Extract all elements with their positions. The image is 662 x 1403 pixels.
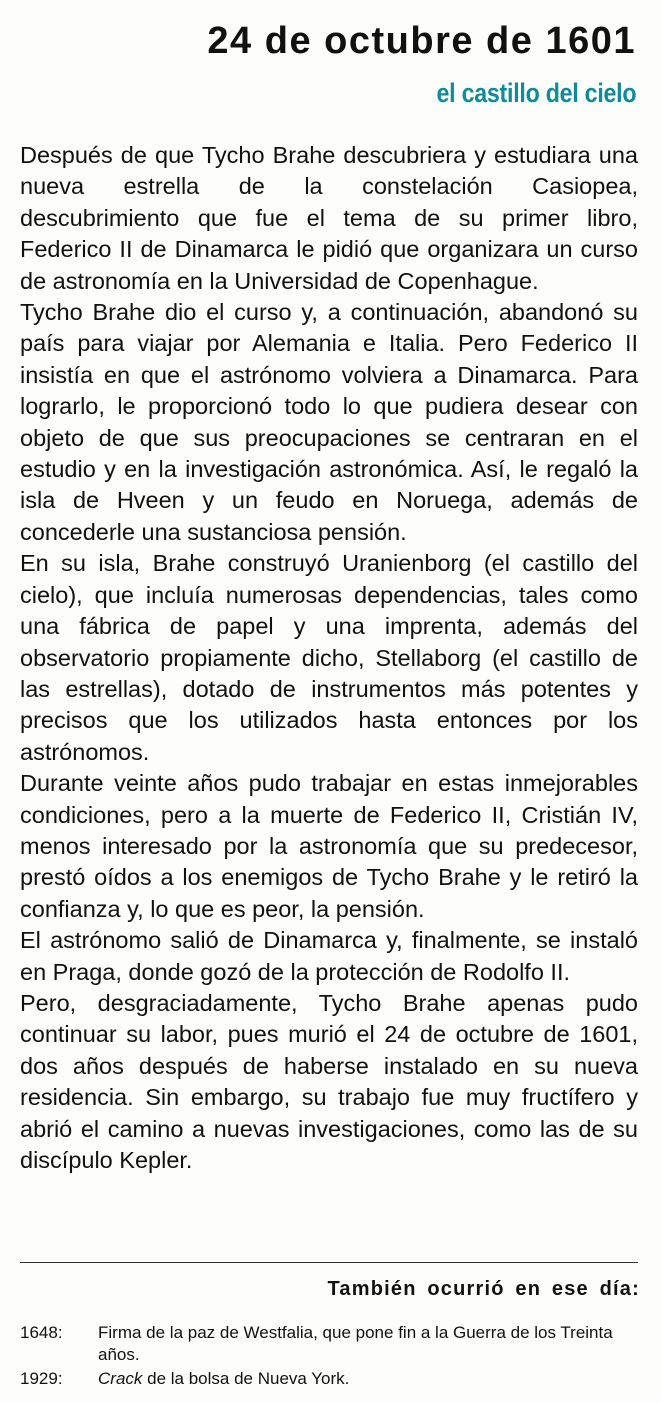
paragraph: Pero, desgraciadamente, Tycho Brahe apenas pudo continuar su labor, pues murió el 24 de octubre de 1601, dos años después de haberse instalado en su nueva residencia. Sin embargo, su trabajo fue muy fructífero y abrió el camino a nuevas investigaciones, como las de su discípulo Kepler. [20,989,638,1173]
also-heading: También ocurrió en ese día: [327,1278,640,1300]
event-item [20,1368,642,1390]
event-year: 1648: [20,1323,63,1342]
event-description: Firma de la paz de Westfalia, que pone fin a la Guerra de los Treinta años. [98,1323,613,1364]
divider [20,1262,638,1263]
event-italic-term: Crack [98,1369,143,1388]
paragraph: En su isla, Brahe construyó Uranienborg (el castillo del cielo), que incluía numerosas dependencias, tales como una fábrica de papel y una imprenta, además del observatorio propiamente dicho, Stellaborg (el castillo de las estrellas), dotado de instrumentos más potentes y precisos que los utilizados hasta entonces por los astrónomos. [20,550,638,765]
paragraph: Después de que Tycho Brahe descubriera y estudiara una nueva estrella de la constelación Casiopea, descubrimiento que fue el tema de su primer libro, Federico II de Dinamarca le pidió que organizara un curso de astronomía en la Universidad de Copenhague. [20,142,638,294]
subtitle: el castillo del cielo [436,78,636,108]
paragraph: El astrónomo salió de Dinamarca y, finalmente, se instaló en Praga, donde gozó de la protección de Rodolfo II. [20,927,638,985]
event-description-text: de la bolsa de Nueva York. [142,1369,350,1388]
event-description [98,1368,642,1390]
article-body [20,140,638,1176]
events-list [20,1322,642,1392]
paragraph: Durante veinte años pudo trabajar en estas inmejorables condiciones, pero a la muerte de Federico II, Cristián IV, menos interesado por la astronomía que su predecesor, prestó oídos a los enemigos de Tycho Brahe y le retiró la confianza y, lo que es peor, la pensión. [20,770,638,922]
date-title: 24 de octubre de 1601 [207,20,636,62]
event-year: 1929: [20,1369,63,1388]
event-item [20,1322,642,1366]
paragraph: Tycho Brahe dio el curso y, a continuación, abandonó su país para viajar por Alemania e Italia. Pero Federico II insistía en que el astrónomo volviera a Dinamarca. Para lograrlo, le proporcionó todo lo que pudiera desear con objeto de que sus preocupaciones se centraran en el estudio y en la investigación astronómica. Así, le regaló la isla de Hveen y un feudo en Noruega, además de concederle una sustanciosa pensión. [20,299,638,545]
